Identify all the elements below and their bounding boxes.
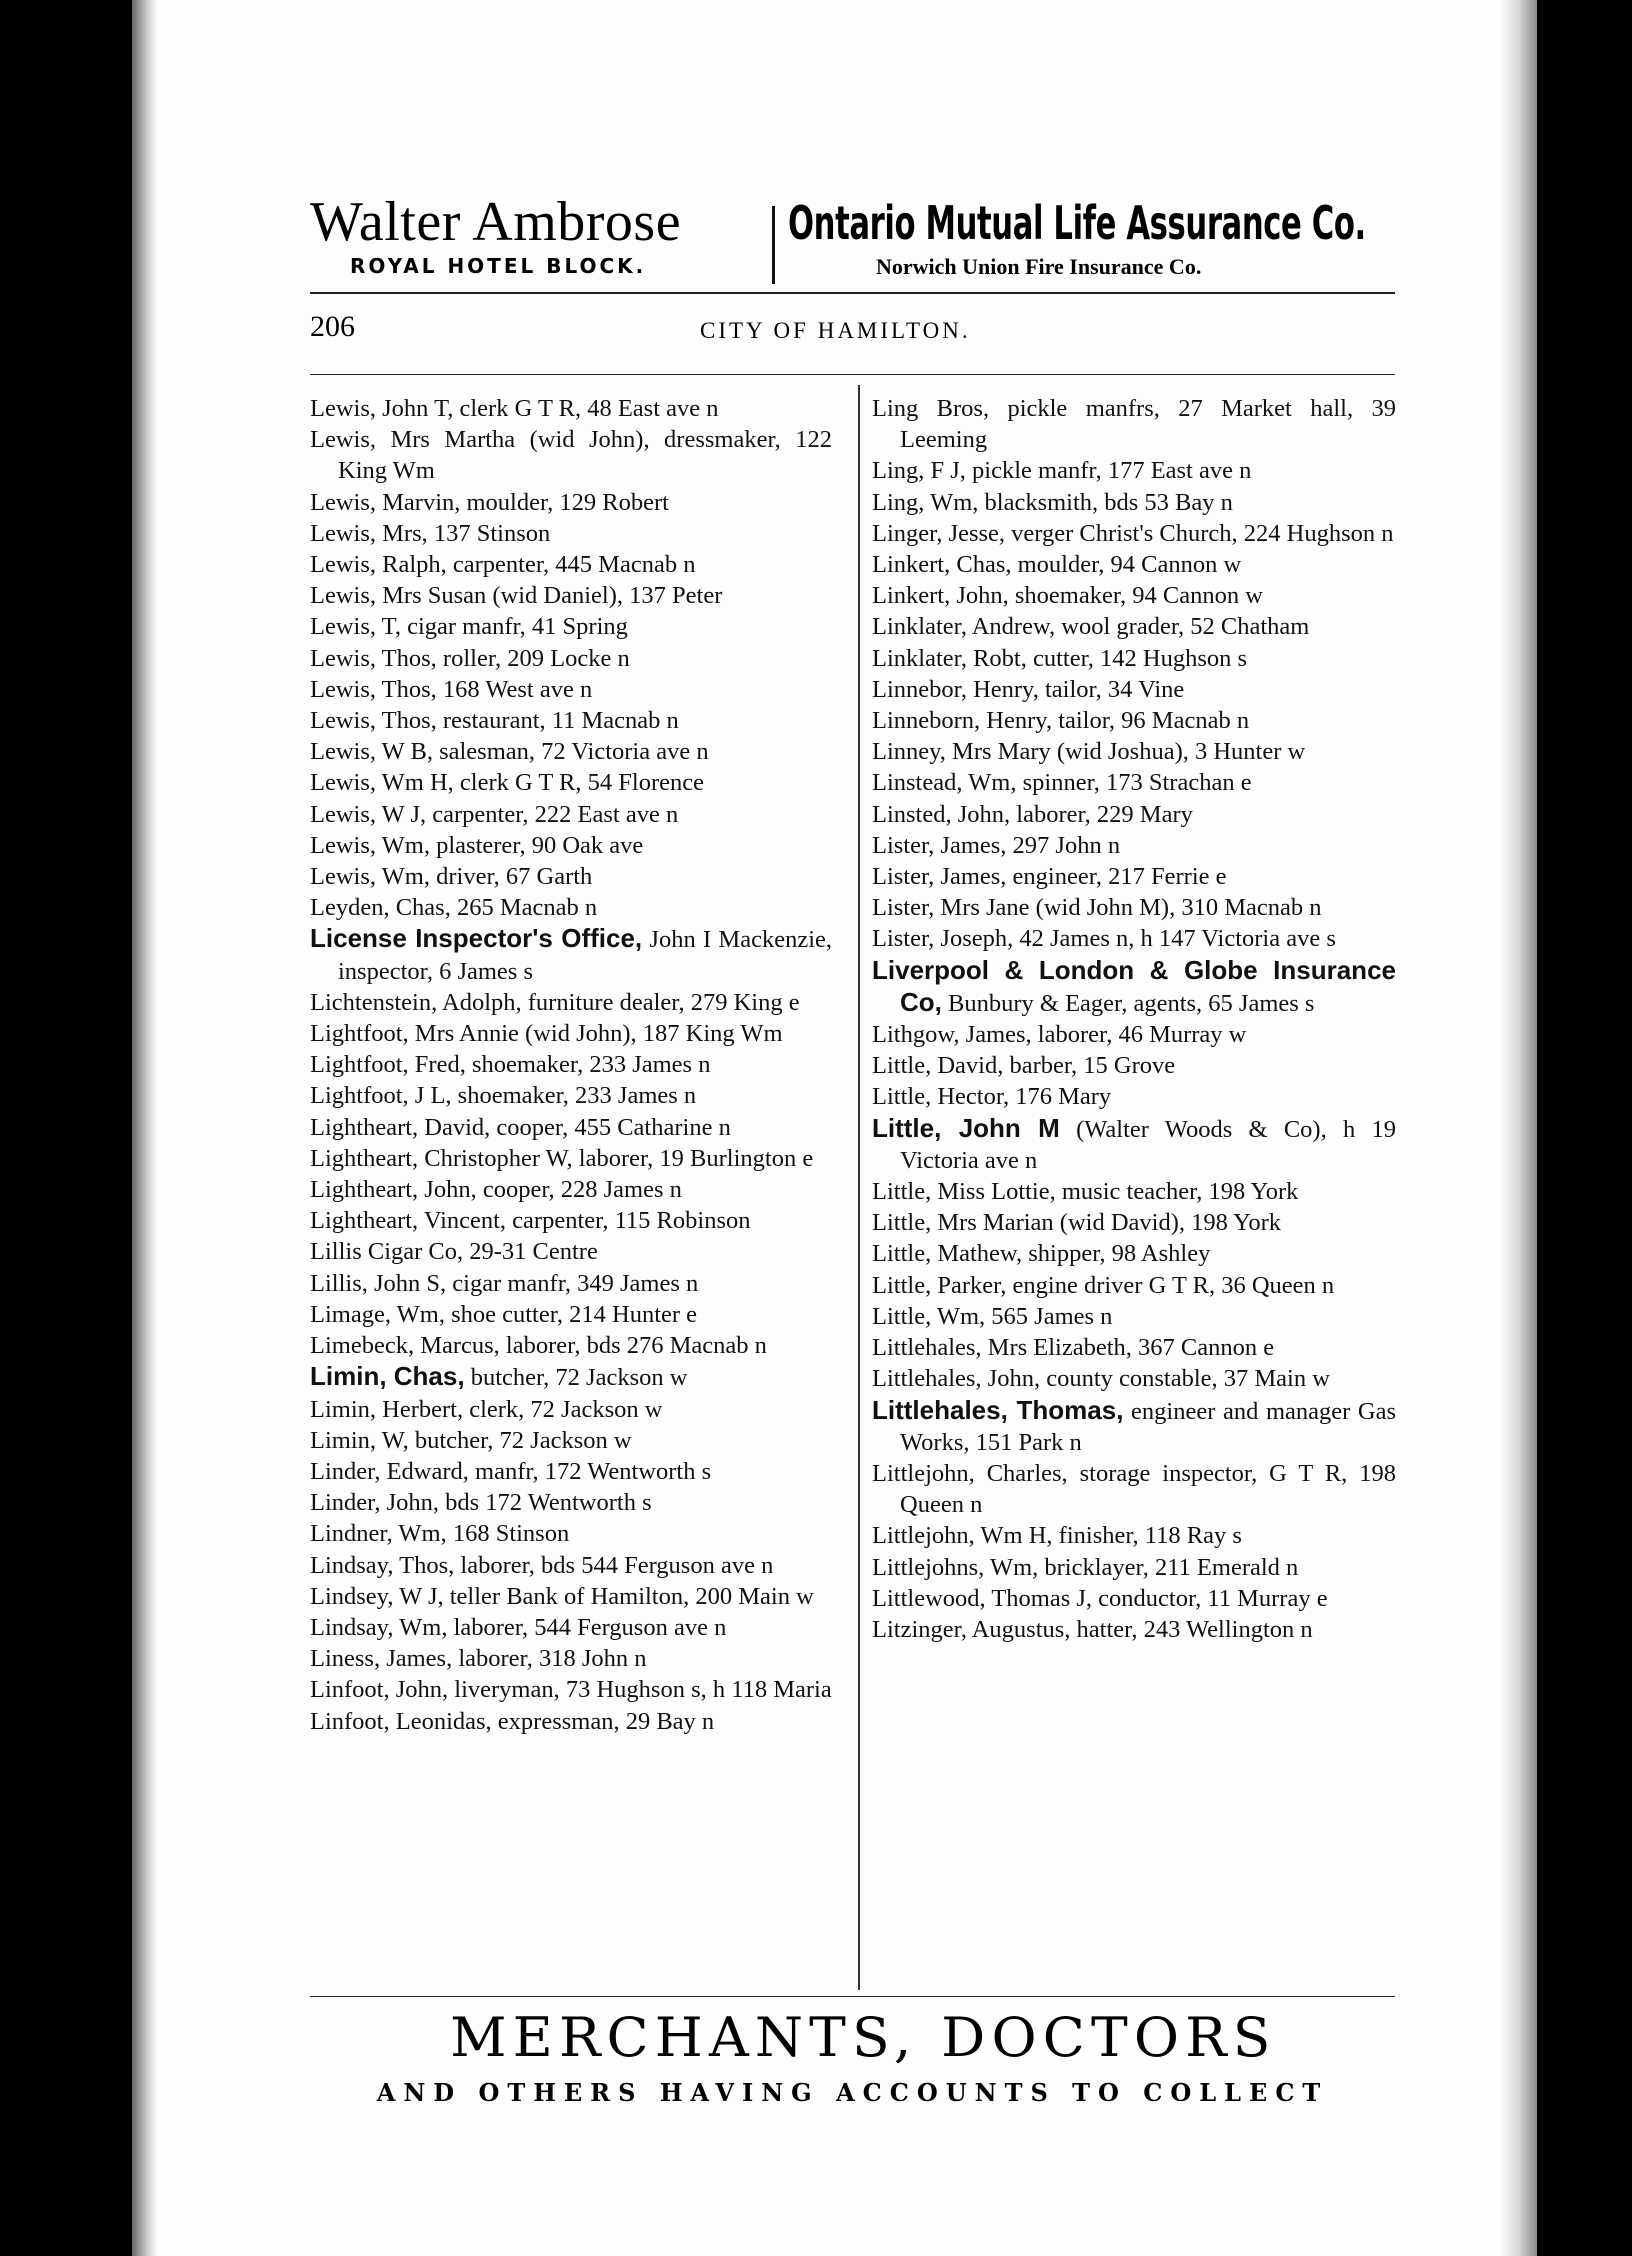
directory-entry bbox=[310, 987, 832, 1018]
directory-entry bbox=[310, 1674, 832, 1705]
entry-text: Lewis, Ralph, carpenter, 445 Macnab n bbox=[310, 551, 696, 579]
header-rule-top bbox=[310, 292, 1395, 294]
directory-entry bbox=[872, 1301, 1396, 1332]
directory-entry bbox=[310, 1268, 832, 1299]
entry-text: Lithgow, James, laborer, 46 Murray w bbox=[872, 1021, 1247, 1049]
directory-entry bbox=[310, 923, 832, 986]
directory-entry bbox=[872, 1583, 1396, 1614]
entry-text: Lillis, John S, cigar manfr, 349 James n bbox=[310, 1269, 699, 1297]
directory-entry bbox=[310, 1080, 832, 1111]
entry-text: Limage, Wm, shoe cutter, 214 Hunter e bbox=[310, 1300, 698, 1328]
directory-entry bbox=[872, 549, 1396, 580]
entry-text: Linder, John, bds 172 Wentworth s bbox=[310, 1489, 652, 1517]
directory-entry bbox=[310, 1518, 832, 1549]
entry-bold-name: Littlehales, Thomas, bbox=[872, 1394, 1124, 1425]
directory-entry bbox=[310, 1706, 832, 1737]
directory-entry bbox=[310, 643, 832, 674]
right-column bbox=[872, 393, 1396, 1645]
entry-text: Lewis, Wm H, clerk G T R, 54 Florence bbox=[310, 769, 704, 797]
entry-text: Lewis, Mrs Susan (wid Daniel), 137 Peter bbox=[310, 582, 723, 610]
entry-text: Lister, James, 297 John n bbox=[872, 831, 1121, 859]
directory-entry bbox=[310, 518, 832, 549]
directory-entry bbox=[310, 705, 832, 736]
entry-text: Lewis, Marvin, moulder, 129 Robert bbox=[310, 488, 669, 516]
entry-text: Little, Parker, engine driver G T R, 36 Queen n bbox=[872, 1271, 1335, 1299]
entry-text: Lightheart, David, cooper, 455 Catharine n bbox=[310, 1113, 731, 1141]
entry-text: Linder, Edward, manfr, 172 Wentworth s bbox=[310, 1457, 712, 1485]
directory-entry bbox=[872, 393, 1396, 455]
directory-entry bbox=[872, 736, 1396, 767]
directory-entry bbox=[872, 674, 1396, 705]
directory-entry bbox=[310, 487, 832, 518]
entry-text: Linfoot, John, liveryman, 73 Hughson s, h 118 Maria bbox=[310, 1676, 832, 1704]
directory-entry bbox=[872, 1614, 1396, 1645]
entry-text: Lewis, Wm, plasterer, 90 Oak ave bbox=[310, 831, 644, 859]
entry-text: Ling, F J, pickle manfr, 177 East ave n bbox=[872, 457, 1252, 485]
entry-text: Little, Miss Lottie, music teacher, 198 York bbox=[872, 1178, 1299, 1206]
directory-entry bbox=[872, 767, 1396, 798]
entry-bold-name: License Inspector's Office, bbox=[310, 923, 643, 954]
directory-entry bbox=[872, 923, 1396, 954]
directory-entry bbox=[872, 705, 1396, 736]
entry-text: Lightfoot, Mrs Annie (wid John), 187 King Wm bbox=[310, 1020, 783, 1048]
directory-entry bbox=[872, 1332, 1396, 1363]
entry-text: Lichtenstein, Adolph, furniture dealer, 279 King e bbox=[310, 988, 800, 1016]
entry-text: Little, David, barber, 15 Grove bbox=[872, 1052, 1176, 1080]
directory-entry bbox=[310, 1361, 832, 1393]
entry-text: engineer and manager Gas Works, 151 Park n bbox=[900, 1397, 1397, 1456]
entry-text: Linneborn, Henry, tailor, 96 Macnab n bbox=[872, 707, 1250, 735]
directory-entry bbox=[872, 892, 1396, 923]
entry-text: Littlejohn, Charles, storage inspector, G T R, 198 Queen n bbox=[872, 1459, 1396, 1519]
directory-entry bbox=[872, 1081, 1396, 1112]
directory-entry bbox=[872, 1270, 1396, 1301]
binding-gutter bbox=[132, 0, 158, 2256]
entry-text: Linkert, Chas, moulder, 94 Cannon w bbox=[872, 551, 1242, 579]
entry-text: Linklater, Robt, cutter, 142 Hughson s bbox=[872, 644, 1248, 672]
footer-headline: MERCHANTS, DOCTORS bbox=[450, 2006, 1277, 2069]
entry-text: Lewis, Mrs Martha (wid John), dressmaker, 122 King Wm bbox=[310, 426, 832, 485]
header-rule-bottom bbox=[310, 374, 1395, 375]
entry-text: Bunbury & Eager, agents, 65 James s bbox=[941, 989, 1315, 1017]
entry-text: Liness, James, laborer, 318 John n bbox=[310, 1645, 647, 1673]
directory-entry bbox=[310, 1643, 832, 1674]
directory-entry bbox=[310, 1205, 832, 1236]
directory-entry bbox=[310, 1394, 832, 1425]
ad-ontario-mutual: Ontario Mutual Life Assurance Co. bbox=[788, 196, 1366, 250]
entry-text: Ling, Wm, blacksmith, bds 53 Bay n bbox=[872, 488, 1233, 516]
footer-subline: AND OTHERS HAVING ACCOUNTS TO COLLECT bbox=[376, 2078, 1329, 2107]
directory-entry bbox=[310, 767, 832, 798]
directory-entry bbox=[310, 549, 832, 580]
ad-walter-ambrose: Walter Ambrose bbox=[310, 191, 682, 253]
entry-bold-name: Little, John M bbox=[872, 1112, 1060, 1143]
directory-entry bbox=[310, 1049, 832, 1080]
entry-text: Linfoot, Leonidas, expressman, 29 Bay n bbox=[310, 1707, 715, 1735]
left-column bbox=[310, 393, 832, 1737]
entry-text: Lewis, Wm, driver, 67 Garth bbox=[310, 863, 593, 891]
column-divider bbox=[858, 385, 860, 1990]
directory-entry bbox=[310, 830, 832, 861]
entry-text: Lewis, T, cigar manfr, 41 Spring bbox=[310, 613, 628, 641]
entry-text: Littlewood, Thomas J, conductor, 11 Murray e bbox=[872, 1584, 1328, 1612]
entry-text: Lewis, Thos, 168 West ave n bbox=[310, 675, 593, 703]
entry-bold-name: Liverpool & London & Globe Insurance Co, bbox=[872, 954, 1396, 1017]
entry-text: John I Mackenzie, inspector, 6 James s bbox=[338, 926, 833, 985]
entry-text: Lewis, John T, clerk G T R, 48 East ave n bbox=[310, 395, 719, 422]
directory-entry bbox=[872, 1050, 1396, 1081]
entry-text: Lightfoot, Fred, shoemaker, 233 James n bbox=[310, 1051, 711, 1079]
directory-entry bbox=[310, 1299, 832, 1330]
entry-text: Lillis Cigar Co, 29-31 Centre bbox=[310, 1238, 598, 1266]
directory-entry bbox=[872, 1395, 1396, 1458]
entry-text: Little, Mrs Marian (wid David), 198 York bbox=[872, 1209, 1281, 1237]
directory-entry bbox=[872, 830, 1396, 861]
page-edge bbox=[1500, 0, 1537, 2256]
header-ad-divider bbox=[772, 206, 775, 284]
directory-entry bbox=[310, 1236, 832, 1267]
entry-text: Lightfoot, J L, shoemaker, 233 James n bbox=[310, 1082, 697, 1110]
footer-advertisement bbox=[310, 2008, 1395, 2107]
entry-text: Limebeck, Marcus, laborer, bds 276 Macnab n bbox=[310, 1332, 767, 1360]
directory-entry bbox=[872, 1176, 1396, 1207]
entry-text: Limin, W, butcher, 72 Jackson w bbox=[310, 1426, 632, 1454]
directory-entry bbox=[310, 1330, 832, 1361]
entry-text: Lewis, Mrs, 137 Stinson bbox=[310, 519, 551, 547]
entry-text: Lindsay, Thos, laborer, bds 544 Ferguson ave n bbox=[310, 1551, 774, 1579]
entry-text: Lewis, Thos, restaurant, 11 Macnab n bbox=[310, 707, 679, 735]
directory-entry bbox=[872, 487, 1396, 518]
directory-entry bbox=[310, 393, 832, 424]
entry-text: (Walter Woods & Co), h 19 Victoria ave n bbox=[900, 1115, 1397, 1174]
directory-entry bbox=[872, 1019, 1396, 1050]
entry-text: Leyden, Chas, 265 Macnab n bbox=[310, 894, 598, 922]
entry-text: Litzinger, Augustus, hatter, 243 Wellington n bbox=[872, 1615, 1313, 1643]
directory-entry bbox=[310, 1487, 832, 1518]
entry-text: Ling Bros, pickle manfrs, 27 Market hall, 39 Leeming bbox=[872, 395, 1396, 454]
entry-text: Littlejohns, Wm, bricklayer, 211 Emerald n bbox=[872, 1553, 1299, 1581]
directory-entry bbox=[872, 611, 1396, 642]
entry-text: Lightheart, Christopher W, laborer, 19 Burlington e bbox=[310, 1144, 814, 1172]
directory-entry bbox=[872, 1207, 1396, 1238]
header-ad-left bbox=[310, 192, 760, 278]
entry-text: Lister, Mrs Jane (wid John M), 310 Macnab n bbox=[872, 894, 1322, 922]
directory-entry bbox=[310, 1143, 832, 1174]
entry-text: Lewis, W J, carpenter, 222 East ave n bbox=[310, 800, 679, 828]
directory-entry bbox=[872, 1113, 1396, 1176]
directory-entry bbox=[310, 1456, 832, 1487]
directory-entry bbox=[310, 1581, 832, 1612]
header-advertisement bbox=[310, 192, 1395, 292]
directory-entry bbox=[310, 1112, 832, 1143]
directory-entry bbox=[872, 1363, 1396, 1394]
directory-entry bbox=[872, 1520, 1396, 1551]
header-ad-right bbox=[788, 192, 1408, 280]
footer-rule bbox=[310, 1996, 1395, 1997]
entry-text: Little, Wm, 565 James n bbox=[872, 1302, 1113, 1330]
entry-text: Limin, Herbert, clerk, 72 Jackson w bbox=[310, 1395, 663, 1423]
directory-entry bbox=[310, 580, 832, 611]
directory-entry bbox=[310, 1174, 832, 1205]
entry-text: butcher, 72 Jackson w bbox=[464, 1364, 688, 1392]
page-number: 206 bbox=[310, 310, 355, 343]
ad-royal-hotel-block: ROYAL HOTEL BLOCK. bbox=[350, 254, 647, 278]
entry-text: Littlejohn, Wm H, finisher, 118 Ray s bbox=[872, 1522, 1242, 1550]
directory-entry bbox=[310, 611, 832, 642]
directory-entry bbox=[310, 1018, 832, 1049]
directory-entry bbox=[872, 455, 1396, 486]
directory-entry bbox=[872, 518, 1396, 549]
directory-entry bbox=[310, 1425, 832, 1456]
entry-text: Linklater, Andrew, wool grader, 52 Chatham bbox=[872, 613, 1310, 641]
entry-text: Lister, Joseph, 42 James n, h 147 Victoria ave s bbox=[872, 925, 1336, 953]
directory-entry bbox=[872, 861, 1396, 892]
entry-text: Linstead, Wm, spinner, 173 Strachan e bbox=[872, 769, 1252, 797]
directory-entry bbox=[872, 580, 1396, 611]
directory-entry bbox=[872, 1458, 1396, 1520]
directory-entry bbox=[310, 1612, 832, 1643]
directory-entry bbox=[310, 424, 832, 486]
entry-text: Lister, James, engineer, 217 Ferrie e bbox=[872, 863, 1227, 891]
directory-entry bbox=[310, 892, 832, 923]
directory-entry bbox=[310, 736, 832, 767]
directory-entry bbox=[310, 1550, 832, 1581]
directory-entry bbox=[872, 955, 1396, 1019]
directory-entry bbox=[310, 674, 832, 705]
entry-text: Linsted, John, laborer, 229 Mary bbox=[872, 800, 1193, 828]
entry-text: Lewis, W B, salesman, 72 Victoria ave n bbox=[310, 738, 709, 766]
entry-text: Linger, Jesse, verger Christ's Church, 224 Hughson n bbox=[872, 519, 1394, 547]
entry-text: Lightheart, John, cooper, 228 James n bbox=[310, 1176, 682, 1204]
ad-norwich-union: Norwich Union Fire Insurance Co. bbox=[876, 254, 1202, 279]
entry-text: Little, Hector, 176 Mary bbox=[872, 1083, 1112, 1111]
directory-entry bbox=[310, 861, 832, 892]
directory-entry bbox=[310, 799, 832, 830]
entry-text: Lindsey, W J, teller Bank of Hamilton, 200 Main w bbox=[310, 1582, 814, 1610]
entry-text: Littlehales, Mrs Elizabeth, 367 Cannon e bbox=[872, 1334, 1275, 1362]
entry-text: Lindner, Wm, 168 Stinson bbox=[310, 1520, 570, 1548]
entry-text: Little, Mathew, shipper, 98 Ashley bbox=[872, 1240, 1211, 1268]
directory-entry bbox=[872, 643, 1396, 674]
entry-text: Lewis, Thos, roller, 209 Locke n bbox=[310, 644, 630, 672]
directory-entry bbox=[872, 1238, 1396, 1269]
entry-bold-name: Limin, Chas, bbox=[310, 1361, 465, 1392]
entry-text: Linkert, John, shoemaker, 94 Cannon w bbox=[872, 582, 1263, 610]
entry-text: Linney, Mrs Mary (wid Joshua), 3 Hunter w bbox=[872, 738, 1306, 766]
entry-text: Littlehales, John, county constable, 37 Main w bbox=[872, 1365, 1330, 1393]
directory-entry bbox=[872, 799, 1396, 830]
entry-text: Linnebor, Henry, tailor, 34 Vine bbox=[872, 675, 1185, 703]
directory-entry bbox=[872, 1552, 1396, 1583]
entry-text: Lightheart, Vincent, carpenter, 115 Robinson bbox=[310, 1207, 751, 1235]
running-head-title: CITY OF HAMILTON. bbox=[700, 318, 971, 343]
entry-text: Lindsay, Wm, laborer, 544 Ferguson ave n bbox=[310, 1613, 727, 1641]
